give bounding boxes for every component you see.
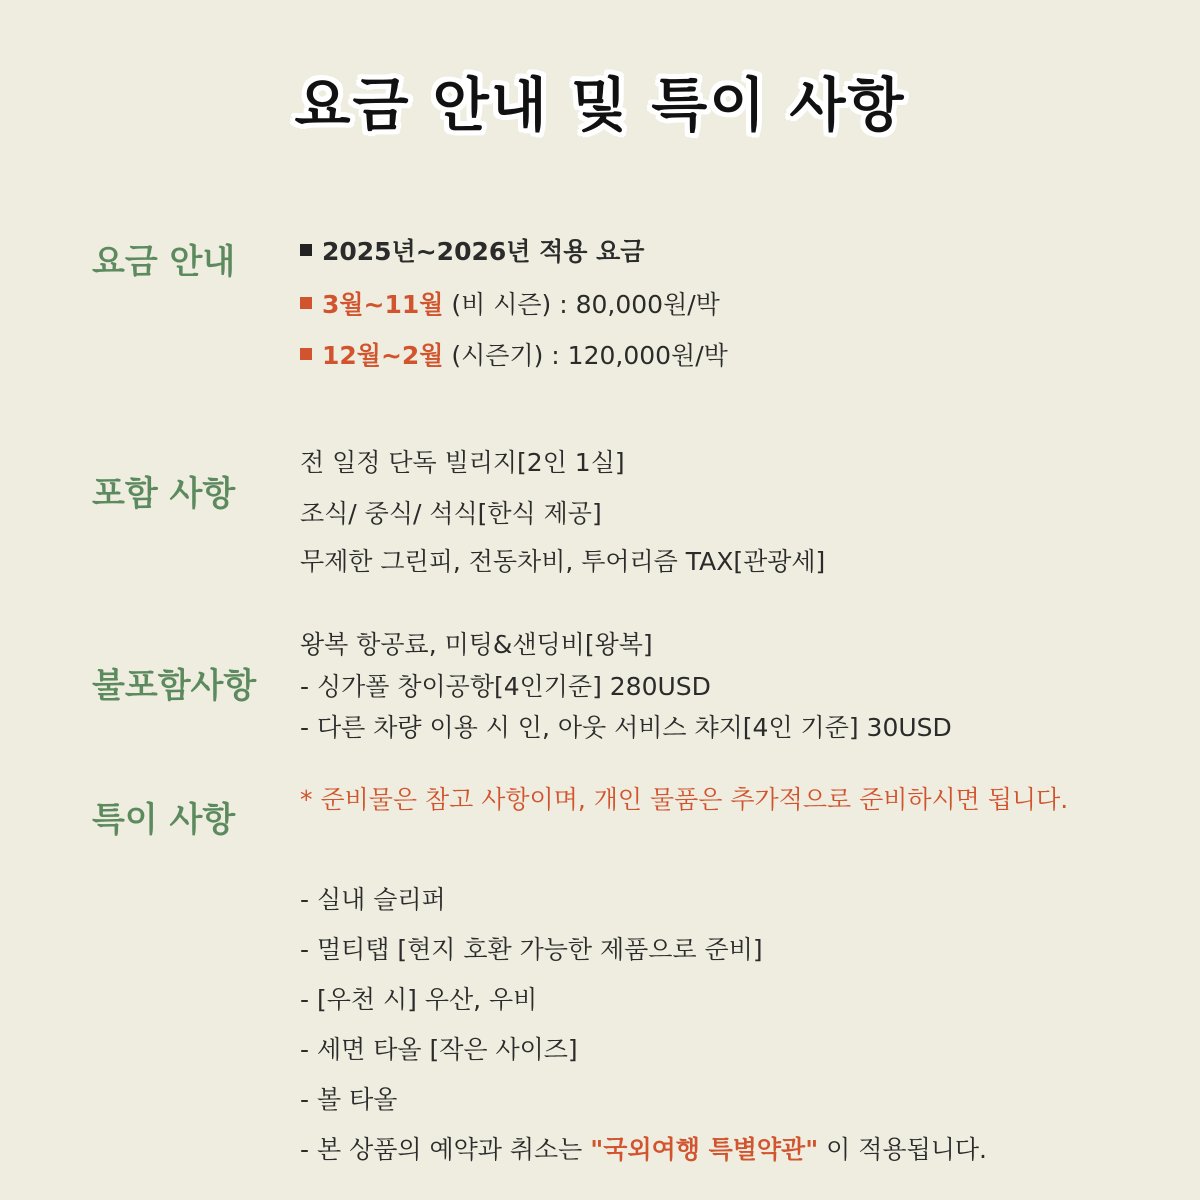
- fee-detail: (비 시즌) : 80,000원/박: [443, 290, 720, 319]
- terms-highlight: "국외여행 특별약관": [590, 1135, 819, 1164]
- terms-prefix: - 본 상품의 예약과 취소는: [300, 1135, 591, 1164]
- fee-header-text: 2025년~2026년 적용 요금: [322, 237, 645, 266]
- square-bullet-icon: [300, 297, 312, 309]
- square-bullet-icon: [300, 244, 312, 256]
- square-bullet-icon: [300, 348, 312, 360]
- notes-item: - 세면 타올 [작은 사이즈]: [300, 1035, 578, 1064]
- fee-period: 3월~11월: [322, 290, 444, 319]
- notes-item: - 멀티탭 [현지 호환 가능한 제품으로 준비]: [300, 935, 763, 964]
- terms-suffix: 이 적용됩니다.: [818, 1135, 987, 1164]
- notes-item: - [우천 시] 우산, 우비: [300, 985, 538, 1014]
- fee-item: [300, 336, 728, 372]
- excluded-item: - 다른 차량 이용 시 인, 아웃 서비스 챠지[4인 기준] 30USD: [300, 713, 952, 742]
- section-label-fee: 요금 안내: [92, 242, 236, 282]
- included-item: 전 일정 단독 빌리지[2인 1실]: [300, 448, 625, 477]
- notes-item: - 볼 타올: [300, 1085, 398, 1114]
- included-item: 무제한 그린피, 전동차비, 투어리즘 TAX[관광세]: [300, 547, 826, 576]
- fee-header: [300, 232, 644, 268]
- fee-item: [300, 285, 720, 321]
- fee-detail: (시즌기) : 120,000원/박: [443, 341, 728, 370]
- included-item: 조식/ 중식/ 석식[한식 제공]: [300, 499, 602, 528]
- notes-item: - 실내 슬리퍼: [300, 885, 446, 914]
- excluded-item: 왕복 항공료, 미팅&샌딩비[왕복]: [300, 630, 653, 659]
- section-label-included: 포함 사항: [92, 474, 236, 514]
- fee-period: 12월~2월: [322, 341, 444, 370]
- section-label-notes: 특이 사항: [92, 800, 236, 840]
- notes-notice: * 준비물은 참고 사항이며, 개인 물품은 추가적으로 준비하시면 됩니다.: [300, 785, 1069, 814]
- excluded-item: - 싱가폴 창이공항[4인기준] 280USD: [300, 672, 711, 701]
- section-label-excluded: 불포함사항: [92, 666, 257, 706]
- notes-item-terms: [300, 1130, 987, 1166]
- page-title: 요금 안내 및 특이 사항: [294, 71, 906, 139]
